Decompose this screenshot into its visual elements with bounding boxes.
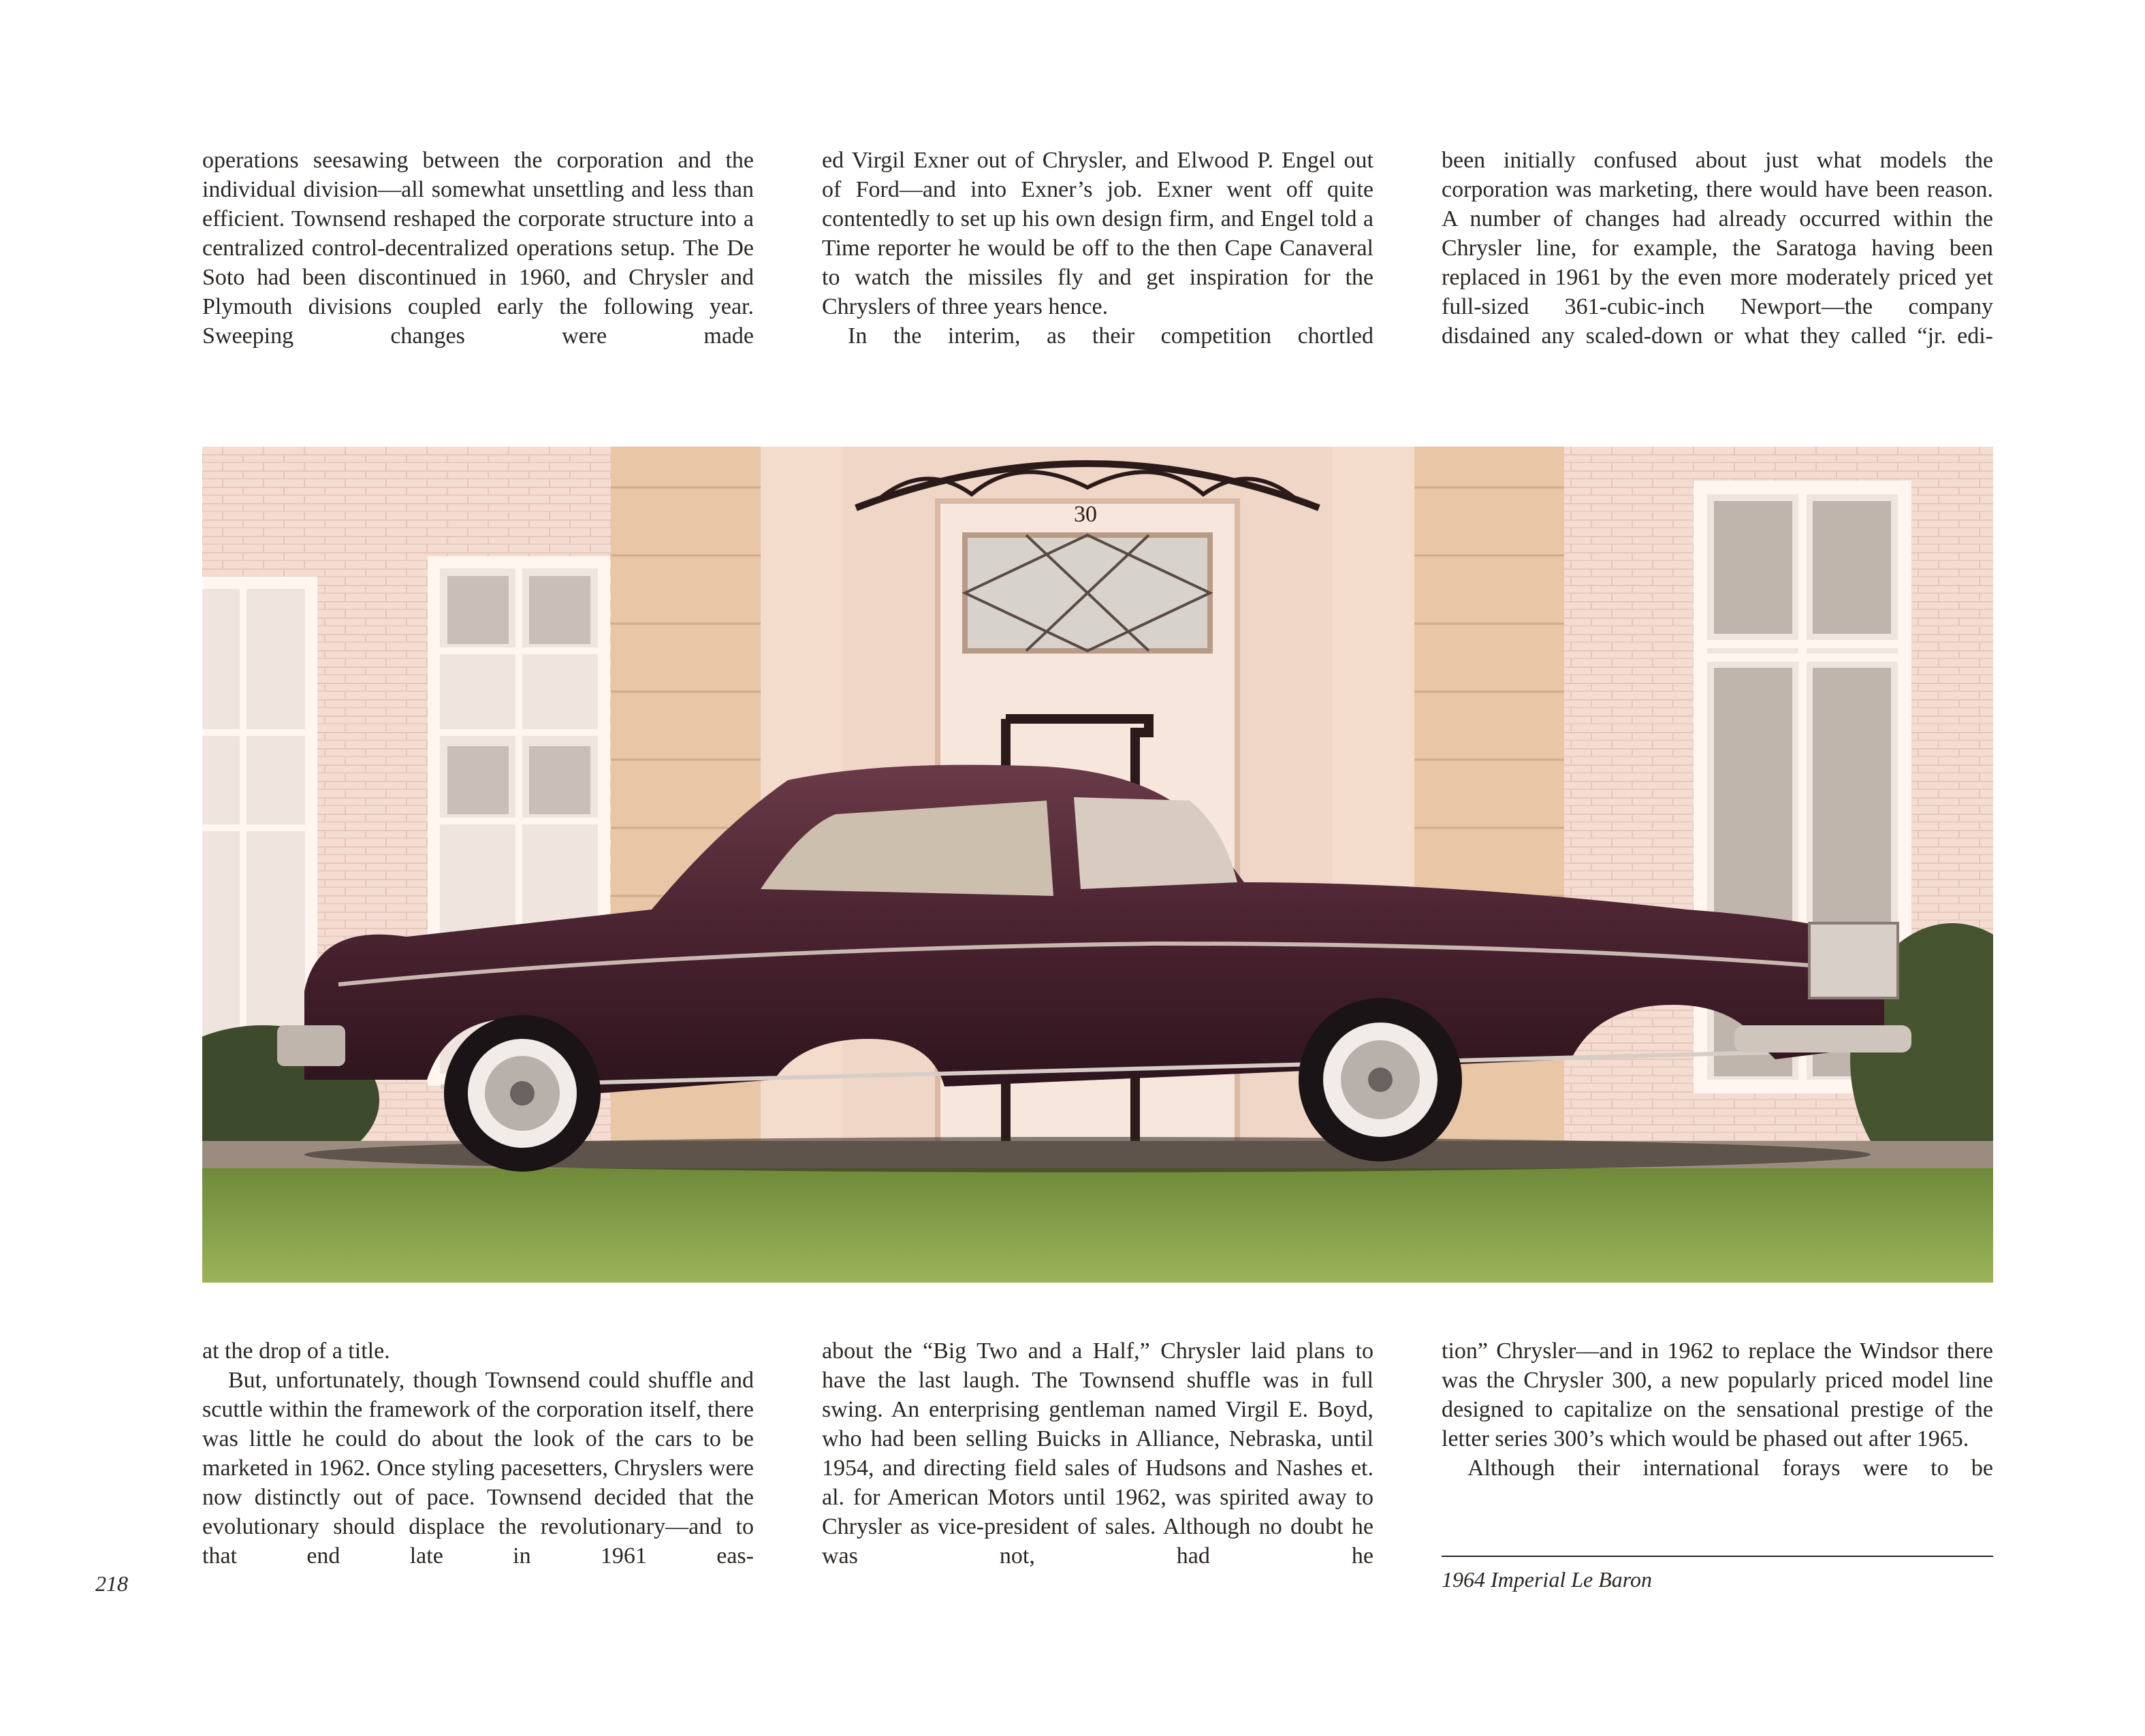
paragraph: ed Virgil Exner out of Chrysler, and Elwood P. Engel out of Ford—and into Exner’s job. Exner went off quite contentedly to set up his own design firm, and Engel told a Time reporter he would be off to the then Cape Canaveral to watch the missiles fly and get inspiration for the Chryslers of three years hence. [822,148,1373,319]
text-column-bottom-right [1442,1336,1993,1483]
paragraph: about the “Big Two and a Half,” Chrysler laid plans to have the last laugh. The Townsend shuffle was in full swing. An enterprising gentleman named Virgil E. Boyd, who had been selling Buicks in Alliance, Nebraska, until 1954, and directing field sales of Hudsons and Nashes et. al. for American Motors until 1962, was spirited away to Chrysler as vice-president of sales. Although no doubt he was not, had he [822,1338,1373,1569]
paragraph: operations seesawing between the corporation and the individual division—all somewhat unsettling and less than efficient. Townsend reshaped the corporate structure into a centralized control-decentralized operations setup. The De Soto had been discontinued in 1960, and Chrysler and Plymouth divisions coupled early the following year. Sweeping changes were made [202,148,754,349]
paragraph: In the interim, as their competition chortled [848,323,1373,349]
paragraph: But, unfortunately, though Townsend could shuffle and scuttle within the framework of the corporation itself, there was little he could do about the look of the cars to be marketed in 1962. Once styling pacesetters, Chryslers were now distinctly out of pace. Townsend decided that the evolutionary should displace the revolutionary—and to that end late in 1961 eas- [202,1368,754,1569]
page-number: 218 [95,1571,128,1596]
house-number: 30 [1074,502,1097,527]
text-column-top-middle [822,146,1373,351]
paragraph: been initially confused about just what models the corporation was marketing, there would have been reason. A number of changes had already occurred within the Chrysler line, for example, the Saratoga having been replaced in 1961 by the even more moderately priced yet full-sized 361-cubic-inch Newport—the company disdained any scaled-down or what they called “jr. edi- [1442,148,1993,349]
caption-rule [1442,1556,1993,1557]
text-column-top-right [1442,146,1993,351]
paragraph: tion” Chrysler—and in 1962 to replace the Windsor there was the Chrysler 300, a new popularly priced model line designed to capitalize on the sensational prestige of the letter series 300’s which would be phased out after 1965. [1442,1338,1993,1451]
paragraph: at the drop of a title. [202,1338,390,1364]
car-photograph [202,447,1993,1283]
photo-caption: 1964 Imperial Le Baron [1442,1567,1653,1592]
text-column-top-left [202,146,754,351]
paragraph: Although their international forays were to be [1467,1456,1993,1481]
text-column-bottom-left [202,1336,754,1571]
text-column-bottom-middle [822,1336,1373,1571]
